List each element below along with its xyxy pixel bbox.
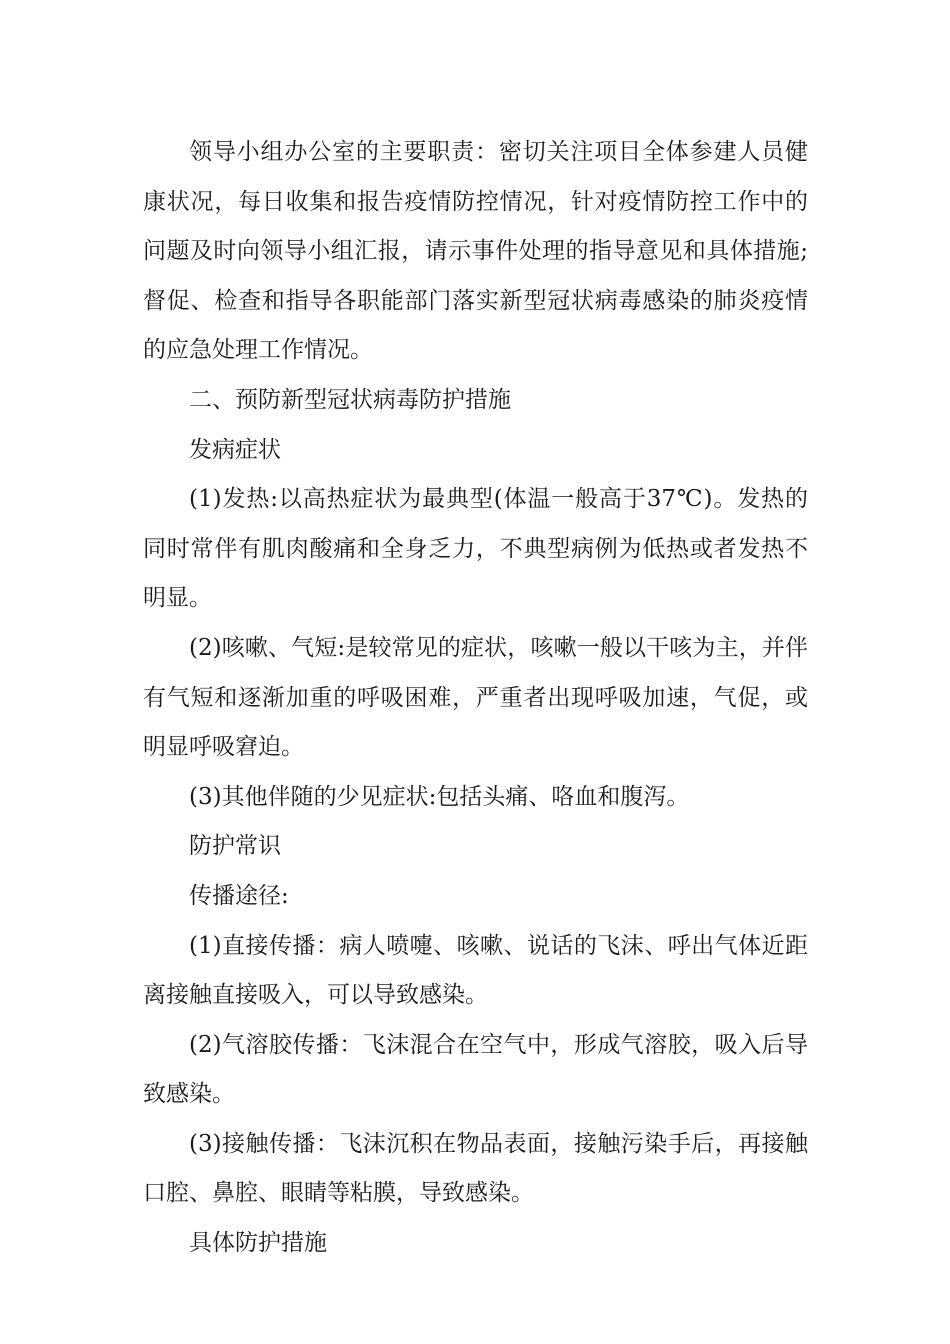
subheading-transmission: 传播途径: bbox=[189, 882, 289, 909]
section-heading-prevention: 二、预防新型冠状病毒防护措施 bbox=[189, 386, 511, 413]
paragraph-office-duties: 领导小组办公室的主要职责：密切关注项目全体参建人员健康状况，每日收集和报告疫情防控情况，针对疫情防控工作中的问题及时向领导小组汇报，请示事件处理的指导意见和具体措施;督促、检查和指导各职能部门落实新型冠状病毒感染的肺炎疫情的应急处理工作情况。 bbox=[143, 139, 808, 364]
subheading-symptoms: 发病症状 bbox=[189, 436, 281, 463]
document-body bbox=[143, 128, 808, 1269]
paragraph-symptom-cough: (2)咳嗽、气短:是较常见的症状，咳嗽一般以干咳为主，并伴有气短和逐渐加重的呼吸困难，严重者出现呼吸加速，气促，或明显呼吸窘迫。 bbox=[143, 634, 808, 761]
paragraph-aerosol-transmission: (2)气溶胶传播：飞沫混合在空气中，形成气溶胶，吸入后导致感染。 bbox=[143, 1031, 808, 1108]
paragraph-symptom-other: (3)其他伴随的少见症状:包括头痛、咯血和腹泻。 bbox=[189, 783, 690, 810]
paragraph-direct-transmission: (1)直接传播：病人喷嚏、咳嗽、说话的飞沫、呼出气体近距离接触直接吸入，可以导致感染。 bbox=[143, 932, 808, 1009]
subheading-specific-measures: 具体防护措施 bbox=[189, 1230, 327, 1257]
subheading-protection-knowledge: 防护常识 bbox=[189, 833, 281, 860]
paragraph-contact-transmission: (3)接触传播：飞沫沉积在物品表面，接触污染手后，再接触口腔、鼻腔、眼睛等粘膜，导致感染。 bbox=[143, 1130, 808, 1207]
paragraph-symptom-fever: (1)发热:以高热症状为最典型(体温一般高于37℃)。发热的同时常伴有肌肉酸痛和全身乏力，不典型病例为低热或者发热不明显。 bbox=[143, 486, 808, 612]
